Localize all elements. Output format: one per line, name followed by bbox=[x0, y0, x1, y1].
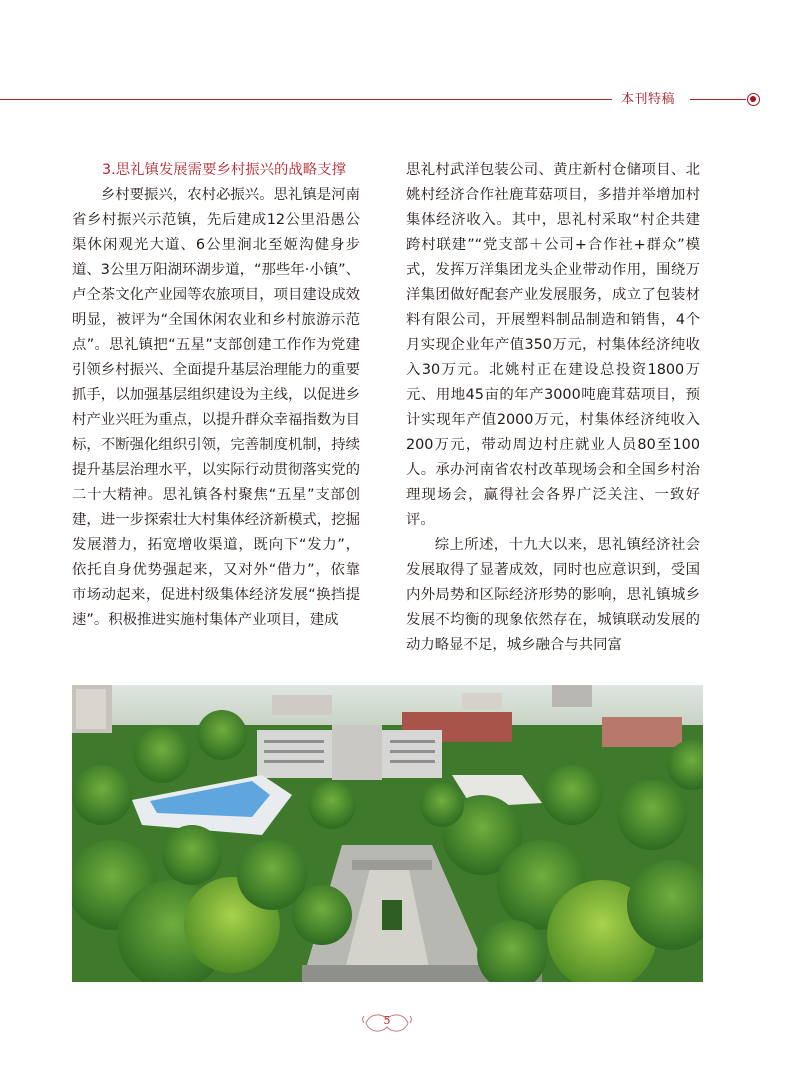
aerial-campus-photo bbox=[72, 685, 703, 982]
header-bullet-icon bbox=[747, 93, 760, 106]
article-paragraph: 乡村要振兴，农村必振兴。思礼镇是河南省乡村振兴示范镇，先后建成12公里沿愚公渠休闲观光大道、6公里涧北至姬沟健身步道、3公里万阳湖环湖步道，“那些年·小镇”、卢仝茶文化产业园等农旅项目，项目建设成效明显，被评为“全国休闲农业和乡村旅游示范点”。思礼镇把“五星”支部创建工作作为党建引领乡村振兴、全面提升基层治理能力的重要抓手，以加强基层组织建设为主线，以促进乡村产业兴旺为重点，以提升群众幸福指数为目标，不断强化组织引领，完善制度机制，持续提升基层治理水平，以实际行动贯彻落实党的二十大精神。思礼镇各村聚焦“五星”支部创建，进一步探索壮大村集体经济新模式，挖掘发展潜力，拓宽增收渠道，既向下“发力”，依托自身优势强起来，又对外“借力”，依靠市场动起来，促进村级集体经济发展“换挡提速”。积极推进实施村集体产业项目，建成 bbox=[72, 187, 360, 628]
page-number-ornament bbox=[360, 1010, 420, 1036]
article-column-right bbox=[406, 158, 700, 658]
article-paragraph: 综上所述，十九大以来，思礼镇经济社会发展取得了显著成效，同时也应意识到，受国内外局势和区际经济形势的影响，思礼镇城乡发展不均衡的现象依然存在，城镇联动发展的动力略显不足，城乡融合与共同富 bbox=[406, 537, 700, 653]
header-rule-right bbox=[690, 99, 746, 100]
section-heading: 3.思礼镇发展需要乡村振兴的战略支撑 bbox=[102, 162, 346, 178]
article-column-left bbox=[72, 158, 360, 633]
header-section-label: 本刊特稿 bbox=[621, 92, 676, 107]
article-paragraph-continued: 思礼村武洋包装公司、黄庄新村仓储项目、北姚村经济合作社鹿茸菇项目，多措并举增加村集体经济收入。其中，思礼村采取“村企共建 跨村联建”“党支部＋公司+合作社+群众”模式，发挥万洋集团龙头企业带动作用，围绕万洋集团做好配套产业发展服务，成立了包装材料有限公司，开展塑料制品制造和销售，4个月实现企业年产值350万元，村集体经济纯收入30万元。北姚村正在建设总投资1800万元、用地45亩的年产3000吨鹿茸菇项目，预计实现年产值2000万元，村集体经济纯收入200万元，带动周边村庄就业人员80至100人。承办河南省农村改革现场会和全国乡村治理现场会，赢得社会各界广泛关注、一致好评。 bbox=[406, 162, 700, 528]
page-number: 5 bbox=[383, 1014, 391, 1027]
header-rule-left bbox=[0, 99, 612, 100]
